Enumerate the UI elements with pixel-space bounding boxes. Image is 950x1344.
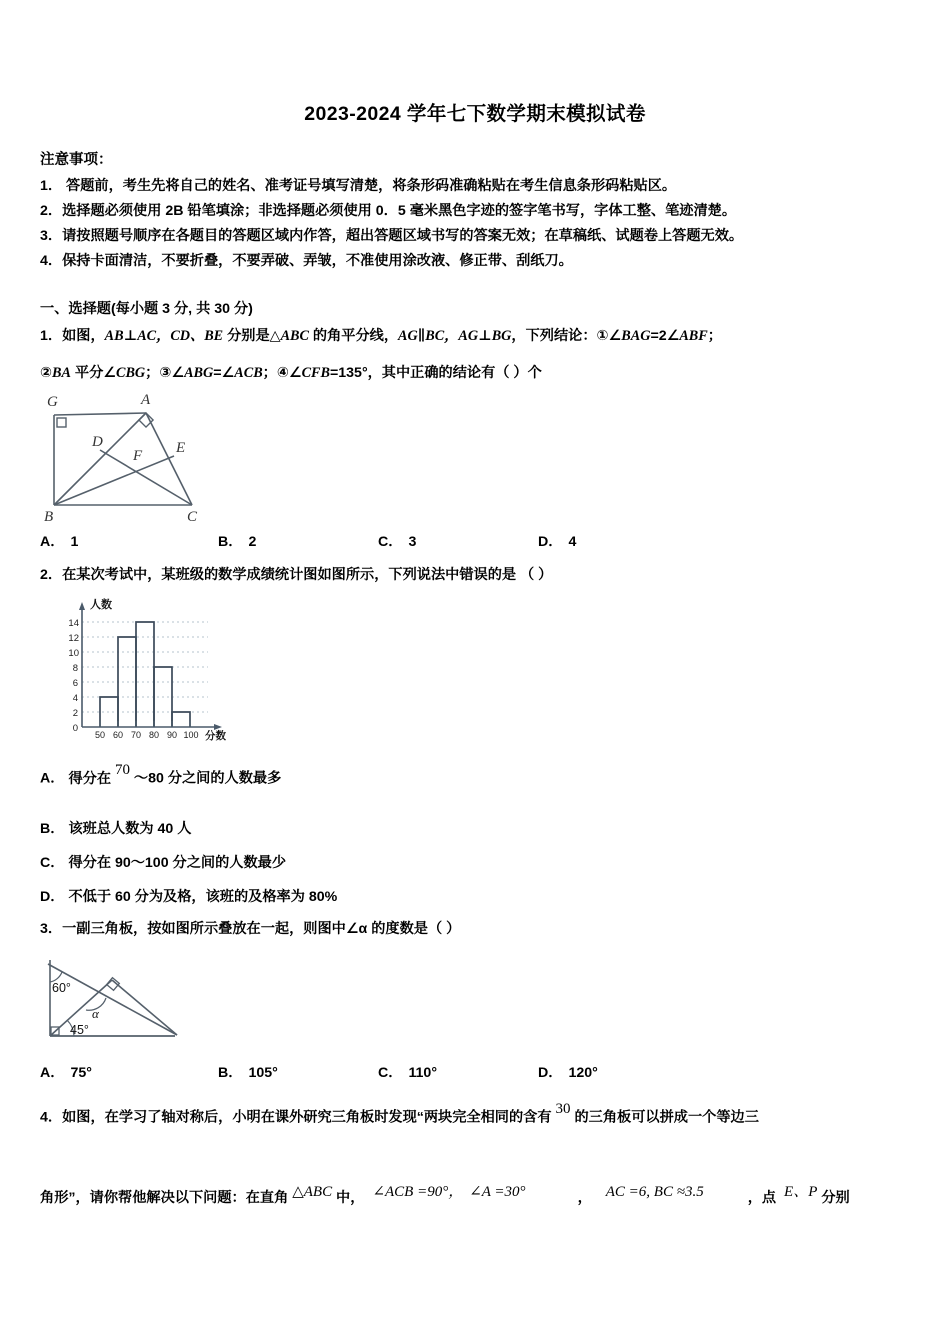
question-1-line-2: [40, 362, 930, 382]
question-1-options: [40, 531, 740, 553]
q1-text-a: 1．如图，: [40, 328, 105, 344]
x-tick-80: 80: [148, 730, 160, 740]
q1b-math-c: ABG: [184, 365, 214, 381]
q3-angle-60: 60°: [52, 981, 71, 995]
section-heading-choice: 一、选择题(每小题 3 分, 共 30 分): [40, 301, 253, 317]
q1-label-D: D: [92, 434, 103, 450]
x-tick-90: 90: [166, 730, 178, 740]
question-4-line-1: [40, 1101, 930, 1127]
q1-math-a: AB⊥AC，CD、BE: [104, 328, 224, 344]
y-tick-14: 14: [68, 618, 79, 629]
question-1-figure: [40, 390, 260, 525]
notice-item-4: 4．保持卡面清洁，不要折叠，不要弄破、弄皱，不准使用涂改液、修正带、刮纸刀。: [40, 253, 573, 269]
q1-label-C: C: [187, 509, 198, 525]
question-3-stem: 3．一副三角板，按如图所示叠放在一起，则图中∠α 的度数是（ ）: [40, 921, 461, 937]
y-tick-10: 10: [68, 648, 79, 659]
y-tick-2: 2: [72, 708, 78, 719]
question-3-figure: [40, 958, 220, 1058]
x-tick-100: 100: [183, 730, 199, 740]
q4-text-b: 的三角板可以拼成一个等边三: [570, 1109, 759, 1126]
q1-option-d[interactable]: D． 4: [538, 534, 577, 550]
q1-label-E: E: [176, 440, 186, 456]
y-tick-6: 6: [72, 678, 78, 689]
q1b-text-d: =∠: [213, 365, 235, 381]
q1b-text-a: ②: [40, 365, 53, 381]
question-2-histogram: [48, 592, 238, 747]
q4b-math-ep: E、P: [784, 1184, 818, 1200]
q3-option-d[interactable]: D． 120°: [538, 1065, 598, 1081]
q1b-text-e: ；④∠: [262, 365, 302, 381]
notice-heading: 注意事项：: [40, 152, 113, 168]
q1-label-A: A: [141, 392, 151, 408]
q1-label-B: B: [44, 509, 54, 525]
q4b-math-acb: ∠ACB =90°，: [372, 1184, 464, 1200]
q1-text-b: 分别是△: [223, 328, 281, 344]
q1-option-a[interactable]: A． 1: [40, 534, 79, 550]
q1-label-G: G: [47, 394, 58, 410]
q1-text-f: ；: [707, 328, 722, 344]
q1b-text-b: 平分∠: [70, 365, 116, 381]
q1b-math-d: ACB: [234, 365, 263, 381]
q1-math-b: ABC: [280, 328, 309, 344]
q3-angle-45: 45°: [70, 1023, 89, 1037]
q1-math-e: ABF: [679, 328, 708, 344]
q2-option-c[interactable]: C． 得分在 90～100 分之间的人数最少: [40, 855, 287, 871]
q2-option-d[interactable]: D． 不低于 60 分为及格，该班的及格率为 80%: [40, 889, 338, 905]
x-tick-70: 70: [130, 730, 142, 740]
q1-text-e: =2∠: [650, 328, 680, 344]
q4b-text-c: ，: [577, 1190, 592, 1206]
question-4-line-2: [40, 1186, 930, 1207]
q1b-math-b: CBG: [116, 365, 146, 381]
q4b-math-ac-bc: AC =6, BC ≈3.5: [605, 1184, 704, 1200]
q4-text-a: 4．如图，在学习了轴对称后，小明在课外研究三角板时发现“两块完全相同的含有: [40, 1109, 556, 1126]
question-3-options: [40, 1062, 740, 1084]
q3-angle-alpha: α: [92, 1006, 99, 1021]
q1-math-d: BAG: [621, 328, 651, 344]
question-2-stem: 2．在某次考试中，某班级的数学成绩统计图如图所示，下列说法中错误的是 （ ）: [40, 567, 553, 583]
y-tick-4: 4: [72, 693, 78, 704]
q1b-text-f: =135°，其中正确的结论有（ ）个: [329, 365, 542, 381]
notice-item-2: 2．选择题必须使用 2B 铅笔填涂；非选择题必须使用 0．5 毫米黑色字迹的签字笔书写，字体工整、笔迹清楚。: [40, 203, 737, 219]
y-tick-0: 0: [72, 723, 78, 734]
q3-option-b[interactable]: B． 105°: [218, 1065, 278, 1081]
q1b-text-c: ；③∠: [145, 365, 185, 381]
y-tick-8: 8: [72, 663, 78, 674]
page-title: 2023-2024 学年七下数学期末模拟试卷: [304, 103, 646, 125]
q1b-math-e: CFB: [301, 365, 330, 381]
question-1-line-1: [40, 325, 930, 345]
q1-option-b[interactable]: B． 2: [218, 534, 257, 550]
q1-label-F: F: [133, 448, 143, 464]
x-tick-60: 60: [112, 730, 124, 740]
q4b-text-a: 角形”，请你帮他解决以下问题：在直角: [40, 1190, 293, 1206]
q4b-text-b: 中，: [332, 1190, 365, 1206]
q4b-math-a30: ∠A =30°: [469, 1184, 526, 1200]
q1-text-c: 的角平分线，: [308, 328, 399, 344]
q2-option-a[interactable]: A． 得分在 70 ～80 分之间的人数最多: [40, 762, 282, 787]
q4-sup-30: 30: [555, 1101, 571, 1117]
y-axis-label: 人数: [90, 599, 112, 611]
q1-option-c[interactable]: C． 3: [378, 534, 417, 550]
notice-block: [40, 148, 920, 274]
notice-item-3: 3．请按照题号顺序在各题目的答题区域内作答，超出答题区域书写的答案无效；在草稿纸、试题卷上答题无效。: [40, 228, 744, 244]
q3-option-a[interactable]: A． 75°: [40, 1065, 92, 1081]
x-tick-50: 50: [94, 730, 106, 740]
q2-option-b[interactable]: B． 该班总人数为 40 人: [40, 821, 192, 837]
q4b-text-e: 分别: [817, 1190, 850, 1206]
q3-option-c[interactable]: C． 110°: [378, 1065, 437, 1081]
x-axis-label: 分数: [205, 730, 226, 742]
notice-item-1: 1． 答题前，考生先将自己的姓名、准考证号填写清楚，将条形码准确粘贴在考生信息条形码粘贴区。: [40, 178, 677, 194]
y-tick-12: 12: [68, 633, 79, 644]
q4b-text-d: ，点: [747, 1190, 781, 1206]
q1-math-c: AG∥BC，AG⊥BG: [398, 328, 512, 344]
q4b-math-abc: △ABC: [292, 1184, 333, 1200]
q1-text-d: ，下列结论：①∠: [511, 328, 622, 344]
q1b-math-a: BA: [52, 365, 71, 381]
